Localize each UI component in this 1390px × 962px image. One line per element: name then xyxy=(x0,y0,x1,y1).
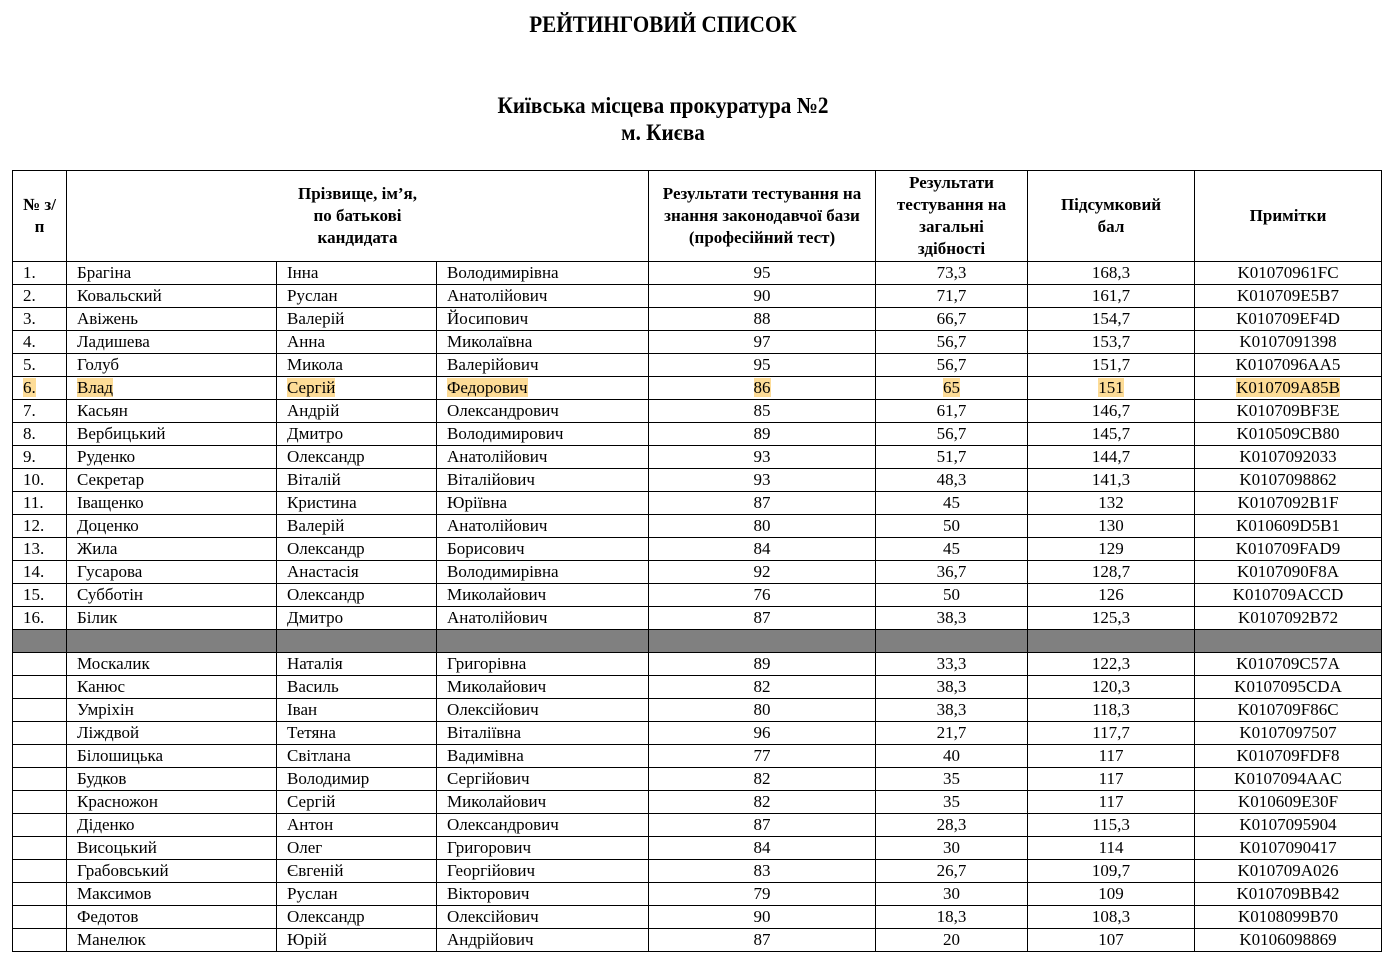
cell-prof-score: 87 xyxy=(649,492,876,515)
cell-prof-score: 80 xyxy=(649,515,876,538)
cell-name: Інна xyxy=(277,262,437,285)
cell-patronymic: Григорович xyxy=(437,837,649,860)
cell-general-score: 40 xyxy=(876,745,1028,768)
cell-general-score: 33,3 xyxy=(876,653,1028,676)
cell-note: K0107090417 xyxy=(1195,837,1382,860)
cell-total-score: 154,7 xyxy=(1028,308,1195,331)
table-row xyxy=(13,400,1382,423)
cell-name: Руслан xyxy=(277,285,437,308)
cell-prof-score: 87 xyxy=(649,814,876,837)
cell-patronymic: Володимирович xyxy=(437,423,649,446)
cell-general-score: 35 xyxy=(876,791,1028,814)
cell-patronymic: Анатолійович xyxy=(437,446,649,469)
cell-note: K0107095CDA xyxy=(1195,676,1382,699)
cell-general-score: 56,7 xyxy=(876,354,1028,377)
cell-surname: Білик xyxy=(67,607,277,630)
cell-no xyxy=(13,906,67,929)
cell-patronymic: Миколайович xyxy=(437,584,649,607)
cell-surname: Умріхін xyxy=(67,699,277,722)
cell-general-score: 56,7 xyxy=(876,331,1028,354)
table-row xyxy=(13,538,1382,561)
cell-name: Кристина xyxy=(277,492,437,515)
cell-prof-score: 96 xyxy=(649,722,876,745)
cell-no: 16. xyxy=(13,607,67,630)
table-row xyxy=(13,446,1382,469)
cell-prof-score: 85 xyxy=(649,400,876,423)
cell-note: K01070961FC xyxy=(1195,262,1382,285)
cell-total-score: 109,7 xyxy=(1028,860,1195,883)
cell-note: K0107097507 xyxy=(1195,722,1382,745)
cell-patronymic: Йосипович xyxy=(437,308,649,331)
cell-total-score: 144,7 xyxy=(1028,446,1195,469)
cell-patronymic: Вікторович xyxy=(437,883,649,906)
cell-note: K0107095904 xyxy=(1195,814,1382,837)
cell-total-score: 117,7 xyxy=(1028,722,1195,745)
table-row xyxy=(13,262,1382,285)
header-prof-test: Результати тестування на знання законодавчої бази (професійний тест) xyxy=(649,171,876,262)
table-row xyxy=(13,883,1382,906)
cell-prof-score: 79 xyxy=(649,883,876,906)
cell-name: Руслан xyxy=(277,883,437,906)
cell-surname: Брагіна xyxy=(67,262,277,285)
cell-note: K0107094AAC xyxy=(1195,768,1382,791)
cell-general-score: 45 xyxy=(876,538,1028,561)
cell-name: Микола xyxy=(277,354,437,377)
cell-total-score: 125,3 xyxy=(1028,607,1195,630)
cell-note: K010709BB42 xyxy=(1195,883,1382,906)
table-row xyxy=(13,814,1382,837)
cell-name: Наталія xyxy=(277,653,437,676)
cell-surname: Діденко xyxy=(67,814,277,837)
cell-note: K0107090F8A xyxy=(1195,561,1382,584)
cell-surname: Висоцький xyxy=(67,837,277,860)
cell-no xyxy=(13,860,67,883)
table-row xyxy=(13,308,1382,331)
cell-total-score: 130 xyxy=(1028,515,1195,538)
cell-patronymic: Олексійович xyxy=(437,699,649,722)
header-name: Прізвище, ім’я, по батькові кандидата xyxy=(67,171,649,262)
cell-patronymic: Олександрович xyxy=(437,400,649,423)
cell-name: Віталій xyxy=(277,469,437,492)
table-row xyxy=(13,676,1382,699)
header-total: Підсумковий бал xyxy=(1028,171,1195,262)
cell-general-score: 65 xyxy=(876,377,1028,400)
cell-surname: Федотов xyxy=(67,906,277,929)
table-row xyxy=(13,699,1382,722)
cell-no: 8. xyxy=(13,423,67,446)
cell-name: Олександр xyxy=(277,584,437,607)
cell-prof-score: 80 xyxy=(649,699,876,722)
cell-note: K010709C57A xyxy=(1195,653,1382,676)
cell-general-score: 30 xyxy=(876,837,1028,860)
table-row-highlighted xyxy=(13,377,1382,400)
cell-no xyxy=(13,837,67,860)
cell-no: 15. xyxy=(13,584,67,607)
cell-prof-score: 93 xyxy=(649,469,876,492)
table-row xyxy=(13,607,1382,630)
cell-surname: Доценко xyxy=(67,515,277,538)
cell-name: Василь xyxy=(277,676,437,699)
cell-note: K0107098862 xyxy=(1195,469,1382,492)
rating-table xyxy=(12,170,1382,952)
cell-general-score: 21,7 xyxy=(876,722,1028,745)
cell-note: K0107092B1F xyxy=(1195,492,1382,515)
cell-name: Тетяна xyxy=(277,722,437,745)
cell-surname: Голуб xyxy=(67,354,277,377)
cell-surname: Красножон xyxy=(67,791,277,814)
cell-surname: Касьян xyxy=(67,400,277,423)
cell-patronymic: Андрійович xyxy=(437,929,649,952)
cell-note: K0108099B70 xyxy=(1195,906,1382,929)
cell-note: K0107092B72 xyxy=(1195,607,1382,630)
cell-general-score: 51,7 xyxy=(876,446,1028,469)
cell-general-score: 30 xyxy=(876,883,1028,906)
table-row xyxy=(13,929,1382,952)
cell-note: K010509CB80 xyxy=(1195,423,1382,446)
cell-no xyxy=(13,676,67,699)
cell-total-score: 109 xyxy=(1028,883,1195,906)
cell-surname: Канюс xyxy=(67,676,277,699)
cell-surname: Ліждвой xyxy=(67,722,277,745)
table-row xyxy=(13,515,1382,538)
cell-total-score: 114 xyxy=(1028,837,1195,860)
cell-surname: Манелюк xyxy=(67,929,277,952)
cell-patronymic: Віталійович xyxy=(437,469,649,492)
cell-patronymic: Миколаївна xyxy=(437,331,649,354)
table-row xyxy=(13,837,1382,860)
cell-prof-score: 84 xyxy=(649,538,876,561)
cell-prof-score: 76 xyxy=(649,584,876,607)
cell-note: K010709FAD9 xyxy=(1195,538,1382,561)
cell-patronymic: Олексійович xyxy=(437,906,649,929)
cell-name: Анастасія xyxy=(277,561,437,584)
cell-total-score: 122,3 xyxy=(1028,653,1195,676)
cell-patronymic: Григорівна xyxy=(437,653,649,676)
cell-prof-score: 87 xyxy=(649,929,876,952)
cell-total-score: 145,7 xyxy=(1028,423,1195,446)
cell-note: K0107096AA5 xyxy=(1195,354,1382,377)
cell-patronymic: Володимирівна xyxy=(437,262,649,285)
cell-name: Іван xyxy=(277,699,437,722)
table-row xyxy=(13,745,1382,768)
cell-no xyxy=(13,653,67,676)
cell-surname: Руденко xyxy=(67,446,277,469)
cell-no xyxy=(13,745,67,768)
cell-total-score: 161,7 xyxy=(1028,285,1195,308)
cell-prof-score: 90 xyxy=(649,906,876,929)
cell-prof-score: 89 xyxy=(649,653,876,676)
cell-surname: Москалик xyxy=(67,653,277,676)
cell-patronymic: Юріївна xyxy=(437,492,649,515)
cell-surname: Секретар xyxy=(67,469,277,492)
cell-prof-score: 92 xyxy=(649,561,876,584)
table-row xyxy=(13,791,1382,814)
cell-prof-score: 77 xyxy=(649,745,876,768)
cell-no xyxy=(13,814,67,837)
cell-surname: Будков xyxy=(67,768,277,791)
cell-note: K010709A026 xyxy=(1195,860,1382,883)
cell-total-score: 132 xyxy=(1028,492,1195,515)
cell-name: Олександр xyxy=(277,446,437,469)
cell-prof-score: 93 xyxy=(649,446,876,469)
cell-total-score: 146,7 xyxy=(1028,400,1195,423)
cell-note: K010709BF3E xyxy=(1195,400,1382,423)
cell-name: Олександр xyxy=(277,906,437,929)
table-header-row xyxy=(13,171,1382,262)
cell-no xyxy=(13,929,67,952)
cell-prof-score: 95 xyxy=(649,262,876,285)
cell-no xyxy=(13,699,67,722)
cell-general-score: 56,7 xyxy=(876,423,1028,446)
cell-general-score: 38,3 xyxy=(876,607,1028,630)
cell-note: K0106098869 xyxy=(1195,929,1382,952)
cell-no: 6. xyxy=(13,377,67,400)
cell-general-score: 35 xyxy=(876,768,1028,791)
header-notes: Примітки xyxy=(1195,171,1382,262)
cell-prof-score: 97 xyxy=(649,331,876,354)
cell-surname: Жила xyxy=(67,538,277,561)
cell-total-score: 117 xyxy=(1028,745,1195,768)
cell-note: K010709E5B7 xyxy=(1195,285,1382,308)
cell-no xyxy=(13,722,67,745)
cell-surname: Субботін xyxy=(67,584,277,607)
cell-note: K010709A85B xyxy=(1195,377,1382,400)
cell-total-score: 120,3 xyxy=(1028,676,1195,699)
table-row xyxy=(13,469,1382,492)
cell-patronymic: Валерійович xyxy=(437,354,649,377)
cell-surname: Влад xyxy=(67,377,277,400)
cell-surname: Ковальский xyxy=(67,285,277,308)
cell-note: K010609D5B1 xyxy=(1195,515,1382,538)
cell-total-score: 151,7 xyxy=(1028,354,1195,377)
cell-surname: Ладишева xyxy=(67,331,277,354)
cell-total-score: 108,3 xyxy=(1028,906,1195,929)
cell-total-score: 117 xyxy=(1028,768,1195,791)
cell-general-score: 71,7 xyxy=(876,285,1028,308)
header-general-test: Результати тестування на загальні здібності xyxy=(876,171,1028,262)
cell-prof-score: 86 xyxy=(649,377,876,400)
cell-surname: Авіжень xyxy=(67,308,277,331)
cell-total-score: 129 xyxy=(1028,538,1195,561)
table-row xyxy=(13,492,1382,515)
cell-general-score: 18,3 xyxy=(876,906,1028,929)
cell-name: Валерій xyxy=(277,515,437,538)
cell-name: Юрій xyxy=(277,929,437,952)
cell-general-score: 28,3 xyxy=(876,814,1028,837)
cell-surname: Вербицький xyxy=(67,423,277,446)
cell-no: 10. xyxy=(13,469,67,492)
cell-no: 9. xyxy=(13,446,67,469)
cell-name: Олег xyxy=(277,837,437,860)
cell-no: 13. xyxy=(13,538,67,561)
cell-no: 5. xyxy=(13,354,67,377)
cell-prof-score: 82 xyxy=(649,791,876,814)
cutoff-separator-row xyxy=(13,630,1382,653)
cell-patronymic: Миколайович xyxy=(437,791,649,814)
cell-no: 1. xyxy=(13,262,67,285)
cell-name: Дмитро xyxy=(277,607,437,630)
table-row xyxy=(13,768,1382,791)
cell-note: K010709EF4D xyxy=(1195,308,1382,331)
cell-patronymic: Віталіївна xyxy=(437,722,649,745)
cell-surname: Іващенко xyxy=(67,492,277,515)
cell-total-score: 126 xyxy=(1028,584,1195,607)
cell-total-score: 115,3 xyxy=(1028,814,1195,837)
cell-no: 7. xyxy=(13,400,67,423)
cell-general-score: 73,3 xyxy=(876,262,1028,285)
cell-general-score: 66,7 xyxy=(876,308,1028,331)
cell-name: Андрій xyxy=(277,400,437,423)
cell-name: Олександр xyxy=(277,538,437,561)
cell-patronymic: Олександрович xyxy=(437,814,649,837)
cell-total-score: 153,7 xyxy=(1028,331,1195,354)
table-row xyxy=(13,285,1382,308)
cell-general-score: 45 xyxy=(876,492,1028,515)
table-row xyxy=(13,331,1382,354)
cell-patronymic: Федорович xyxy=(437,377,649,400)
cell-patronymic: Георгійович xyxy=(437,860,649,883)
cell-patronymic: Вадимівна xyxy=(437,745,649,768)
document-title: РЕЙТИНГОВИЙ СПИСОК xyxy=(529,12,797,37)
table-body-ranked xyxy=(13,262,1382,630)
cell-no xyxy=(13,883,67,906)
table-row xyxy=(13,653,1382,676)
cell-surname: Максимов xyxy=(67,883,277,906)
cell-patronymic: Анатолійович xyxy=(437,515,649,538)
cell-prof-score: 84 xyxy=(649,837,876,860)
table-separator xyxy=(13,630,1382,653)
cell-total-score: 168,3 xyxy=(1028,262,1195,285)
cell-no: 2. xyxy=(13,285,67,308)
cell-note: K010709ACCD xyxy=(1195,584,1382,607)
cell-prof-score: 87 xyxy=(649,607,876,630)
cell-general-score: 36,7 xyxy=(876,561,1028,584)
cell-name: Володимир xyxy=(277,768,437,791)
cell-prof-score: 82 xyxy=(649,768,876,791)
cell-general-score: 61,7 xyxy=(876,400,1028,423)
table-row xyxy=(13,354,1382,377)
cell-patronymic: Сергійович xyxy=(437,768,649,791)
table-body-below-cutoff xyxy=(13,653,1382,952)
cell-prof-score: 82 xyxy=(649,676,876,699)
cell-prof-score: 90 xyxy=(649,285,876,308)
cell-surname: Гусарова xyxy=(67,561,277,584)
cell-name: Анна xyxy=(277,331,437,354)
header-no: № з/п xyxy=(13,171,67,262)
cell-note: K0107092033 xyxy=(1195,446,1382,469)
table-row xyxy=(13,561,1382,584)
cell-total-score: 118,3 xyxy=(1028,699,1195,722)
document-subtitle xyxy=(53,92,1273,146)
cell-total-score: 151 xyxy=(1028,377,1195,400)
cell-no: 3. xyxy=(13,308,67,331)
subtitle-office: Київська місцева прокуратура №2 xyxy=(497,93,829,118)
cell-general-score: 20 xyxy=(876,929,1028,952)
cell-note: K010609E30F xyxy=(1195,791,1382,814)
cell-note: K010709F86C xyxy=(1195,699,1382,722)
cell-prof-score: 95 xyxy=(649,354,876,377)
cell-note: K010709FDF8 xyxy=(1195,745,1382,768)
cell-general-score: 50 xyxy=(876,584,1028,607)
cell-total-score: 107 xyxy=(1028,929,1195,952)
subtitle-city: м. Києва xyxy=(621,120,705,145)
cell-no: 11. xyxy=(13,492,67,515)
cell-patronymic: Борисович xyxy=(437,538,649,561)
cell-name: Сергій xyxy=(277,377,437,400)
cell-general-score: 26,7 xyxy=(876,860,1028,883)
cell-patronymic: Анатолійович xyxy=(437,285,649,308)
cell-general-score: 38,3 xyxy=(876,699,1028,722)
cell-surname: Грабовський xyxy=(67,860,277,883)
table-row xyxy=(13,906,1382,929)
cell-prof-score: 89 xyxy=(649,423,876,446)
cell-general-score: 50 xyxy=(876,515,1028,538)
cell-no xyxy=(13,768,67,791)
table-row xyxy=(13,423,1382,446)
cell-name: Євгеній xyxy=(277,860,437,883)
cell-prof-score: 83 xyxy=(649,860,876,883)
cell-name: Світлана xyxy=(277,745,437,768)
table-row xyxy=(13,722,1382,745)
cell-patronymic: Миколайович xyxy=(437,676,649,699)
cell-name: Сергій xyxy=(277,791,437,814)
cell-total-score: 117 xyxy=(1028,791,1195,814)
cell-surname: Білошицька xyxy=(67,745,277,768)
cell-total-score: 141,3 xyxy=(1028,469,1195,492)
cell-no: 12. xyxy=(13,515,67,538)
cell-patronymic: Анатолійович xyxy=(437,607,649,630)
cell-name: Валерій xyxy=(277,308,437,331)
cell-name: Дмитро xyxy=(277,423,437,446)
cell-general-score: 48,3 xyxy=(876,469,1028,492)
cell-total-score: 128,7 xyxy=(1028,561,1195,584)
cell-no: 4. xyxy=(13,331,67,354)
table-row xyxy=(13,584,1382,607)
cell-general-score: 38,3 xyxy=(876,676,1028,699)
cell-prof-score: 88 xyxy=(649,308,876,331)
table-row xyxy=(13,860,1382,883)
cell-note: K0107091398 xyxy=(1195,331,1382,354)
cell-patronymic: Володимирівна xyxy=(437,561,649,584)
cell-no: 14. xyxy=(13,561,67,584)
cell-no xyxy=(13,791,67,814)
cell-name: Антон xyxy=(277,814,437,837)
